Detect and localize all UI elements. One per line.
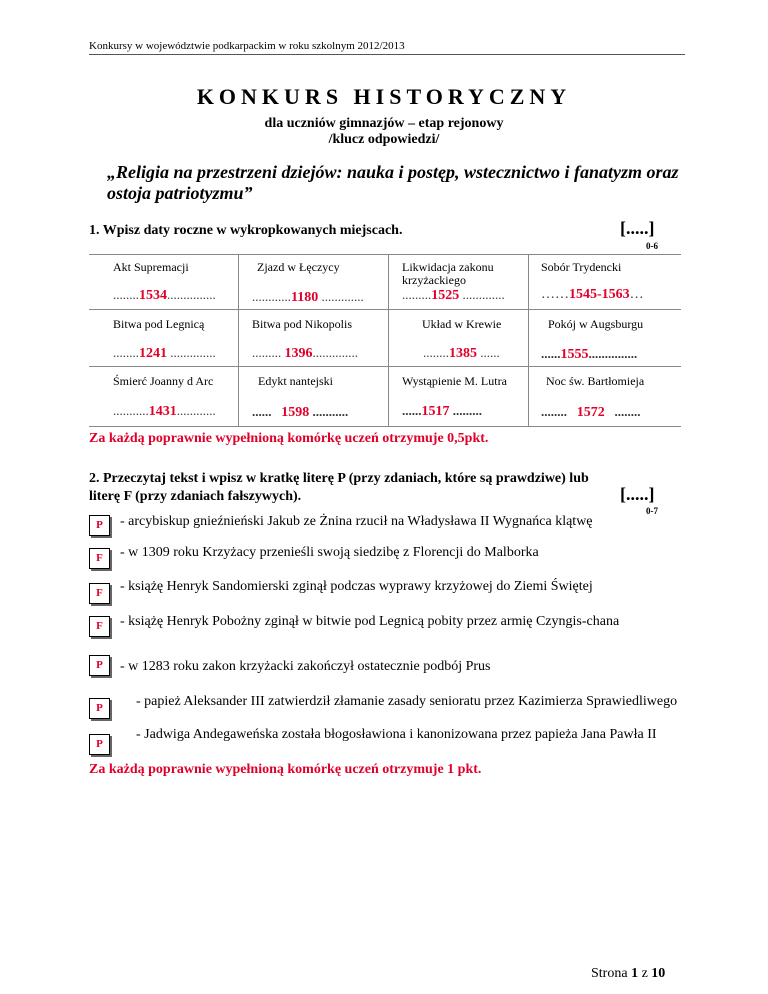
date-cell (402, 261, 524, 287)
table-row-separator (89, 366, 681, 367)
answer-box[interactable]: P (89, 655, 110, 676)
statement-text: - książę Henryk Pobożny zginął w bitwie pod Legnicą pobity przez armię Czyngis-chana (120, 614, 620, 629)
date-answer: ........1385 ...... (423, 345, 500, 361)
table-column-separator (238, 254, 239, 426)
statement-text: - książę Henryk Sandomierski zginął podczas wyprawy krzyżowej do Ziemi Świętej (120, 579, 593, 594)
question-2-scoring-note: Za każdą poprawnie wypełnioną komórkę uczeń otrzymuje 1 pkt. (89, 762, 482, 777)
date-answer: ......1517 ......... (402, 403, 482, 419)
answer-key-label: /klucz odpowiedzi/ (328, 132, 440, 147)
competition-theme: „Religia na przestrzeni dziejów: nauka i postęp, wstecznictwo i fanatyzm oraz ostoja patriotyzmu” (107, 162, 679, 203)
page-subtitle: dla uczniów gimnazjów – etap rejonowy (264, 116, 504, 131)
answer-box[interactable]: P (89, 515, 110, 536)
question-2-text (89, 470, 689, 506)
date-answer: ...... 1598 ........... (252, 404, 349, 420)
date-answer: ……1545-1563… (541, 287, 644, 302)
header-divider (89, 54, 685, 55)
date-cell (546, 375, 644, 388)
question-1-text: 1. Wpisz daty roczne w wykropkowanych miejscach. (89, 223, 403, 238)
date-cell (548, 318, 643, 331)
date-answer: .........1525 ............. (402, 287, 505, 303)
statement-text: - w 1309 roku Krzyżacy przenieśli swoją siedzibę z Florencji do Malborka (120, 545, 539, 560)
event-label: Bitwa pod Nikopolis (252, 317, 353, 331)
date-answer: ...........1431............ (113, 403, 216, 419)
event-label: Wystąpienie M. Lutra (402, 374, 507, 388)
answer-box[interactable]: F (89, 583, 110, 604)
answer-box[interactable]: F (89, 548, 110, 569)
event-label: Pokój w Augsburgu (548, 317, 644, 331)
question-1-points-range: 0-6 (646, 241, 658, 251)
event-label: Śmierć Joanny d Arc (113, 374, 214, 388)
event-label: Sobór Trydencki (541, 260, 622, 274)
answer-box[interactable]: P (89, 734, 110, 755)
table-column-separator (528, 254, 529, 426)
date-cell (257, 261, 340, 274)
date-cell (252, 318, 352, 331)
statement-text: - Jadwiga Andegaweńska została błogosławiona i kanonizowana przez papieża Jana Pawła II (136, 727, 657, 742)
date-answer: ........1241 .............. (113, 345, 216, 361)
date-cell (422, 318, 501, 331)
date-answer: ......1555............... (541, 346, 638, 362)
date-cell (113, 318, 204, 331)
date-cell (113, 261, 189, 274)
page-number: Strona 1 z 10 (591, 966, 666, 981)
question-2-line-2: literę F (przy zdaniach fałszywych). (89, 489, 302, 504)
answer-box[interactable]: F (89, 616, 110, 637)
date-answer: ......... 1396.............. (252, 345, 358, 361)
answer-box[interactable]: P (89, 698, 110, 719)
event-label: Układ w Krewie (422, 317, 502, 331)
question-1-scoring-note: Za każdą poprawnie wypełnioną komórkę uczeń otrzymuje 0,5pkt. (89, 431, 489, 446)
statement-text: - w 1283 roku zakon krzyżacki zakończył ostatecznie podbój Prus (120, 659, 491, 674)
date-answer: ........1534............... (113, 287, 216, 303)
date-cell (258, 375, 333, 388)
statement-text: - arcybiskup gnieźnieński Jakub ze Żnina rzucił na Władysława II Wygnańca klątwę (120, 514, 593, 529)
table-bottom-border (89, 426, 681, 427)
date-answer: ........ 1572 ........ (541, 404, 641, 420)
date-cell (402, 375, 507, 388)
event-label: Likwidacja zakonu krzyżackiego (402, 260, 494, 287)
date-cell (541, 261, 621, 274)
question-1-points: [.....] (620, 218, 655, 238)
date-answer: ............1180 ............. (252, 289, 364, 305)
table-top-border (89, 254, 681, 255)
event-label: Edykt nantejski (258, 374, 333, 388)
date-cell (113, 375, 213, 388)
question-2-points: [.....] (620, 484, 655, 504)
question-2-line-1: 2. Przeczytaj tekst i wpisz w kratkę literę P (przy zdaniach, które są prawdziwe) lub (89, 471, 589, 486)
statement-text: - papież Aleksander III zatwierdził złamanie zasady senioratu przez Kazimierza Sprawiedliwego (136, 694, 678, 709)
event-label: Akt Supremacji (113, 260, 189, 274)
question-2-points-range: 0-7 (646, 506, 658, 516)
table-column-separator (388, 254, 389, 426)
event-label: Noc św. Bartłomieja (546, 374, 645, 388)
event-label: Bitwa pod Legnicą (113, 317, 205, 331)
event-label: Zjazd w Łęczycy (257, 260, 340, 274)
table-row-separator (89, 309, 681, 310)
running-header: Konkursy w województwie podkarpackim w roku szkolnym 2012/2013 (89, 40, 405, 52)
page-title: KONKURS HISTORYCZNY (196, 84, 572, 109)
